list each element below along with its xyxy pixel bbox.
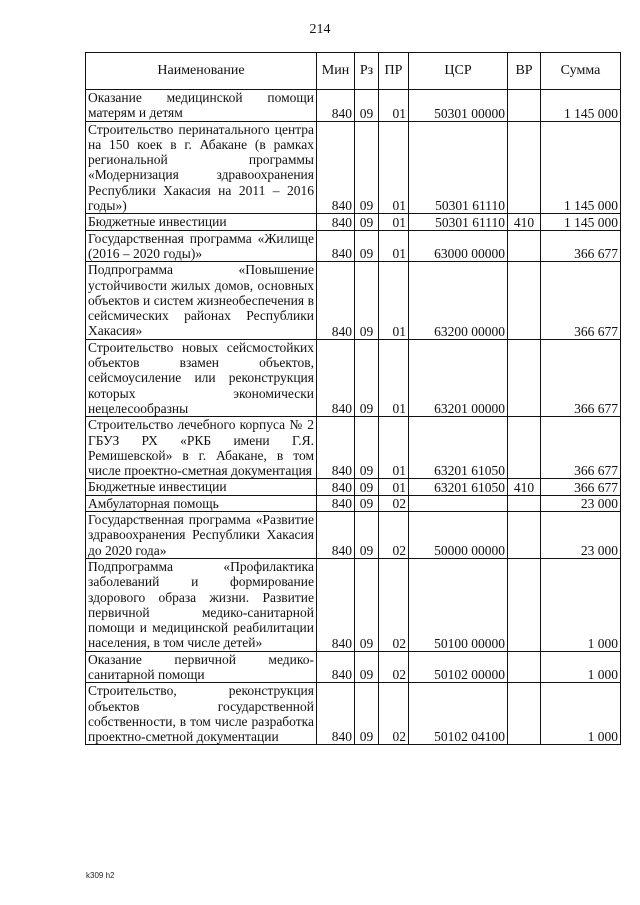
table-row — [86, 339, 621, 416]
column-header-sum: Сумма — [541, 53, 621, 90]
row-name: Строительство новых сейсмостойких объектов взамен объектов, сейсмоусиление или реконструкция которых экономически нецелесообразны — [86, 339, 317, 416]
row-csr: 63000 00000 — [409, 230, 508, 262]
row-min: 840 — [317, 214, 355, 230]
page-number: 214 — [309, 22, 331, 37]
row-csr — [409, 495, 508, 511]
row-vr — [508, 90, 541, 122]
row-vr — [508, 651, 541, 683]
row-pr: 01 — [379, 214, 409, 230]
table-row — [86, 558, 621, 651]
row-pr: 01 — [379, 230, 409, 262]
row-csr: 50301 61110 — [409, 214, 508, 230]
row-vr — [508, 495, 541, 511]
row-name: Оказание медицинской помощи матерям и детям — [86, 90, 317, 122]
row-name: Амбулаторная помощь — [86, 495, 317, 511]
row-pr: 01 — [379, 262, 409, 339]
row-min: 840 — [317, 262, 355, 339]
row-rz: 09 — [355, 512, 379, 559]
row-vr — [508, 683, 541, 745]
row-csr: 63201 61050 — [409, 417, 508, 479]
row-sum: 1 000 — [541, 683, 621, 745]
row-rz: 09 — [355, 558, 379, 651]
row-rz: 09 — [355, 339, 379, 416]
row-sum: 1 145 000 — [541, 214, 621, 230]
row-csr: 63201 00000 — [409, 339, 508, 416]
row-sum: 366 677 — [541, 417, 621, 479]
row-sum: 366 677 — [541, 262, 621, 339]
table-header-row — [86, 53, 621, 90]
row-csr: 50301 61110 — [409, 121, 508, 214]
table-row — [86, 262, 621, 339]
row-pr: 01 — [379, 339, 409, 416]
row-name: Строительство перинатального центра на 150 коек в г. Абакане (в рамках региональной программы «Модернизация здравоохранения Республики Хакасия на 2011 – 2016 годы») — [86, 121, 317, 214]
row-rz: 09 — [355, 90, 379, 122]
row-name: Строительство, реконструкция объектов государственной собственности, в том числе разработка проектно-сметной документации — [86, 683, 317, 745]
row-min: 840 — [317, 495, 355, 511]
column-header-pr: ПР — [379, 53, 409, 90]
row-csr: 63201 61050 — [409, 479, 508, 495]
row-sum: 1 000 — [541, 651, 621, 683]
row-csr: 63200 00000 — [409, 262, 508, 339]
budget-table — [85, 52, 621, 745]
table-row — [86, 651, 621, 683]
row-rz: 09 — [355, 214, 379, 230]
row-min: 840 — [317, 339, 355, 416]
row-csr: 50102 00000 — [409, 651, 508, 683]
row-sum: 23 000 — [541, 495, 621, 511]
row-min: 840 — [317, 651, 355, 683]
row-min: 840 — [317, 121, 355, 214]
column-header-rz: Рз — [355, 53, 379, 90]
row-vr — [508, 558, 541, 651]
table-row — [86, 683, 621, 745]
row-vr — [508, 121, 541, 214]
row-vr — [508, 512, 541, 559]
row-vr: 410 — [508, 479, 541, 495]
row-pr: 02 — [379, 683, 409, 745]
row-sum: 1 000 — [541, 558, 621, 651]
row-rz: 09 — [355, 479, 379, 495]
row-vr — [508, 417, 541, 479]
row-sum: 366 677 — [541, 479, 621, 495]
row-rz: 09 — [355, 417, 379, 479]
row-min: 840 — [317, 558, 355, 651]
row-name: Бюджетные инвестиции — [86, 479, 317, 495]
row-min: 840 — [317, 479, 355, 495]
table-row — [86, 90, 621, 122]
row-vr — [508, 339, 541, 416]
row-pr: 01 — [379, 90, 409, 122]
row-min: 840 — [317, 683, 355, 745]
table-row — [86, 479, 621, 495]
row-name: Бюджетные инвестиции — [86, 214, 317, 230]
row-sum: 1 145 000 — [541, 90, 621, 122]
row-sum: 366 677 — [541, 339, 621, 416]
row-pr: 01 — [379, 479, 409, 495]
row-pr: 02 — [379, 495, 409, 511]
row-name: Государственная программа «Жилище (2016 – 2020 годы)» — [86, 230, 317, 262]
row-csr: 50100 00000 — [409, 558, 508, 651]
row-pr: 02 — [379, 512, 409, 559]
row-vr — [508, 262, 541, 339]
row-min: 840 — [317, 512, 355, 559]
row-rz: 09 — [355, 230, 379, 262]
document-code: k309 h2 — [86, 871, 115, 880]
row-pr: 02 — [379, 651, 409, 683]
row-min: 840 — [317, 90, 355, 122]
column-header-vr: ВР — [508, 53, 541, 90]
row-rz: 09 — [355, 683, 379, 745]
row-name: Строительство лечебного корпуса № 2 ГБУЗ РХ «РКБ имени Г.Я. Ремишевской» в г. Абакане, в том числе проектно-сметная документация — [86, 417, 317, 479]
row-sum: 366 677 — [541, 230, 621, 262]
row-pr: 01 — [379, 121, 409, 214]
row-min: 840 — [317, 417, 355, 479]
row-pr: 01 — [379, 417, 409, 479]
row-name: Подпрограмма «Профилактика заболеваний и формирование здорового образа жизни. Развитие первичной медико-санитарной помощи и медицинской реабилитации населения, в том числе детей» — [86, 558, 317, 651]
row-csr: 50000 00000 — [409, 512, 508, 559]
row-vr: 410 — [508, 214, 541, 230]
row-csr: 50102 04100 — [409, 683, 508, 745]
column-header-name: Наименование — [86, 53, 317, 90]
row-name: Государственная программа «Развитие здравоохранения Республики Хакасия до 2020 года» — [86, 512, 317, 559]
row-name: Подпрограмма «Повышение устойчивости жилых домов, основных объектов и систем жизнеобеспечения в сейсмических районах Республики Хакасия» — [86, 262, 317, 339]
row-sum: 1 145 000 — [541, 121, 621, 214]
table-row — [86, 512, 621, 559]
column-header-csr: ЦСР — [409, 53, 508, 90]
row-min: 840 — [317, 230, 355, 262]
table-row — [86, 214, 621, 230]
row-vr — [508, 230, 541, 262]
row-csr: 50301 00000 — [409, 90, 508, 122]
row-pr: 02 — [379, 558, 409, 651]
row-sum: 23 000 — [541, 512, 621, 559]
table-row — [86, 230, 621, 262]
column-header-min: Мин — [317, 53, 355, 90]
row-name: Оказание первичной медико-санитарной помощи — [86, 651, 317, 683]
table-row — [86, 121, 621, 214]
table-row — [86, 495, 621, 511]
row-rz: 09 — [355, 121, 379, 214]
row-rz: 09 — [355, 262, 379, 339]
row-rz: 09 — [355, 495, 379, 511]
table-row — [86, 417, 621, 479]
row-rz: 09 — [355, 651, 379, 683]
